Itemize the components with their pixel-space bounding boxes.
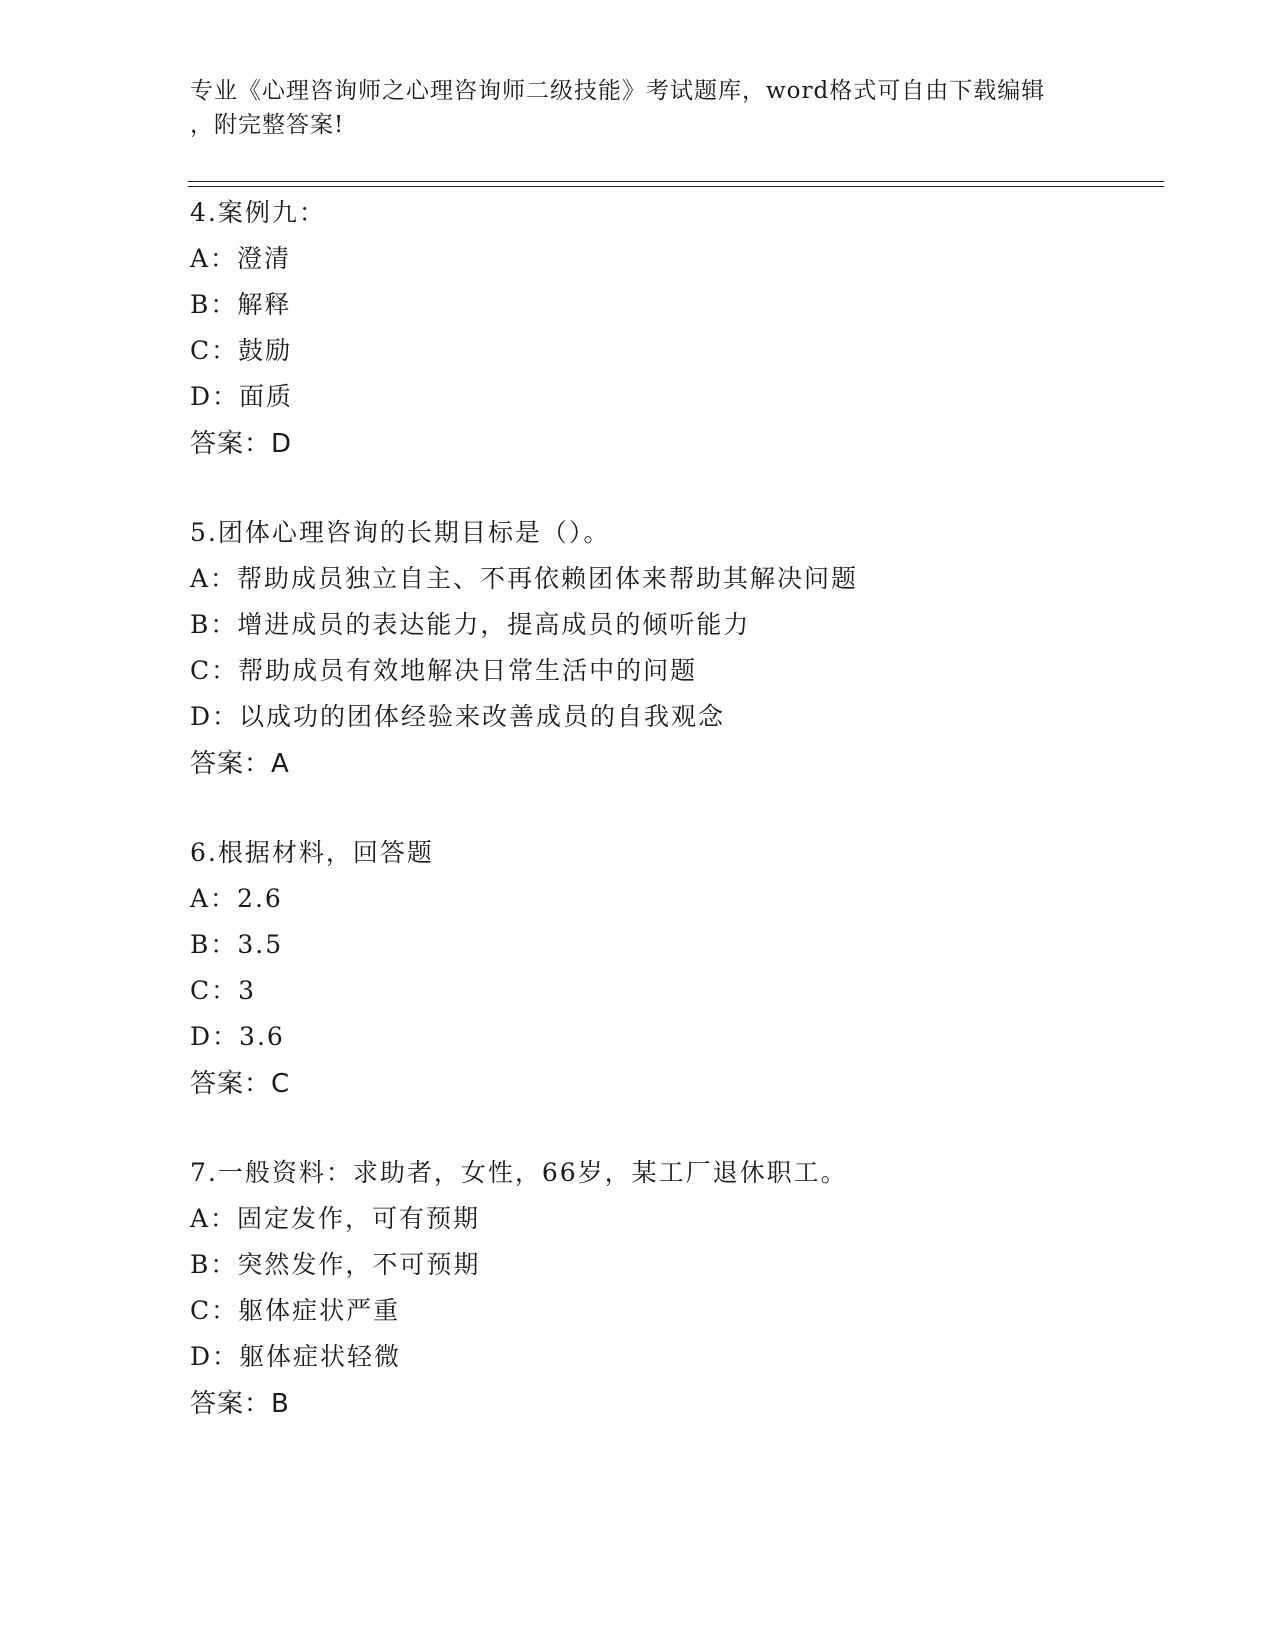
option-d: D：面质 (190, 382, 294, 411)
option-c: C：3 (190, 976, 257, 1005)
question-block (190, 1150, 1150, 1428)
answer-line: 答案：B (190, 1389, 290, 1419)
question-title: 4.案例九： (190, 198, 326, 227)
question-block (190, 510, 1150, 788)
header-divider-top (188, 181, 1164, 182)
option-b: B：3.5 (190, 930, 284, 959)
answer-line: 答案：A (190, 749, 290, 779)
question-block (190, 190, 1150, 468)
option-b: B：解释 (190, 290, 292, 319)
question-title: 5.团体心理咨询的长期目标是（）。 (190, 518, 611, 547)
option-a: A：2.6 (190, 884, 283, 913)
option-d: D：以成功的团体经验来改善成员的自我观念 (190, 702, 726, 731)
answer-line: 答案：D (190, 429, 293, 459)
header-divider-bottom (188, 186, 1164, 187)
option-b: B：突然发作，不可预期 (190, 1250, 481, 1279)
option-c: C：躯体症状严重 (190, 1296, 401, 1325)
option-c: C：帮助成员有效地解决日常生活中的问题 (190, 656, 698, 685)
header-title-line-1: 专业《心理咨询师之心理咨询师二级技能》考试题库，word格式可自由下载编辑 (190, 78, 1046, 104)
question-title: 6.根据材料，回答题 (190, 838, 434, 867)
header-title-line-2: ，附完整答案! (190, 112, 345, 138)
option-a: A：固定发作，可有预期 (190, 1204, 481, 1233)
option-d: D：躯体症状轻微 (190, 1342, 402, 1371)
document-header (190, 74, 1090, 142)
question-title: 7.一般资料：求助者，女性，66岁，某工厂退休职工。 (190, 1158, 848, 1187)
option-a: A：帮助成员独立自主、不再依赖团体来帮助其解决问题 (190, 564, 859, 593)
answer-line: 答案：C (190, 1069, 291, 1099)
question-block (190, 830, 1150, 1108)
option-b: B：增进成员的表达能力，提高成员的倾听能力 (190, 610, 751, 639)
option-d: D：3.6 (190, 1022, 285, 1051)
option-c: C：鼓励 (190, 336, 293, 365)
option-a: A：澄清 (190, 244, 292, 273)
